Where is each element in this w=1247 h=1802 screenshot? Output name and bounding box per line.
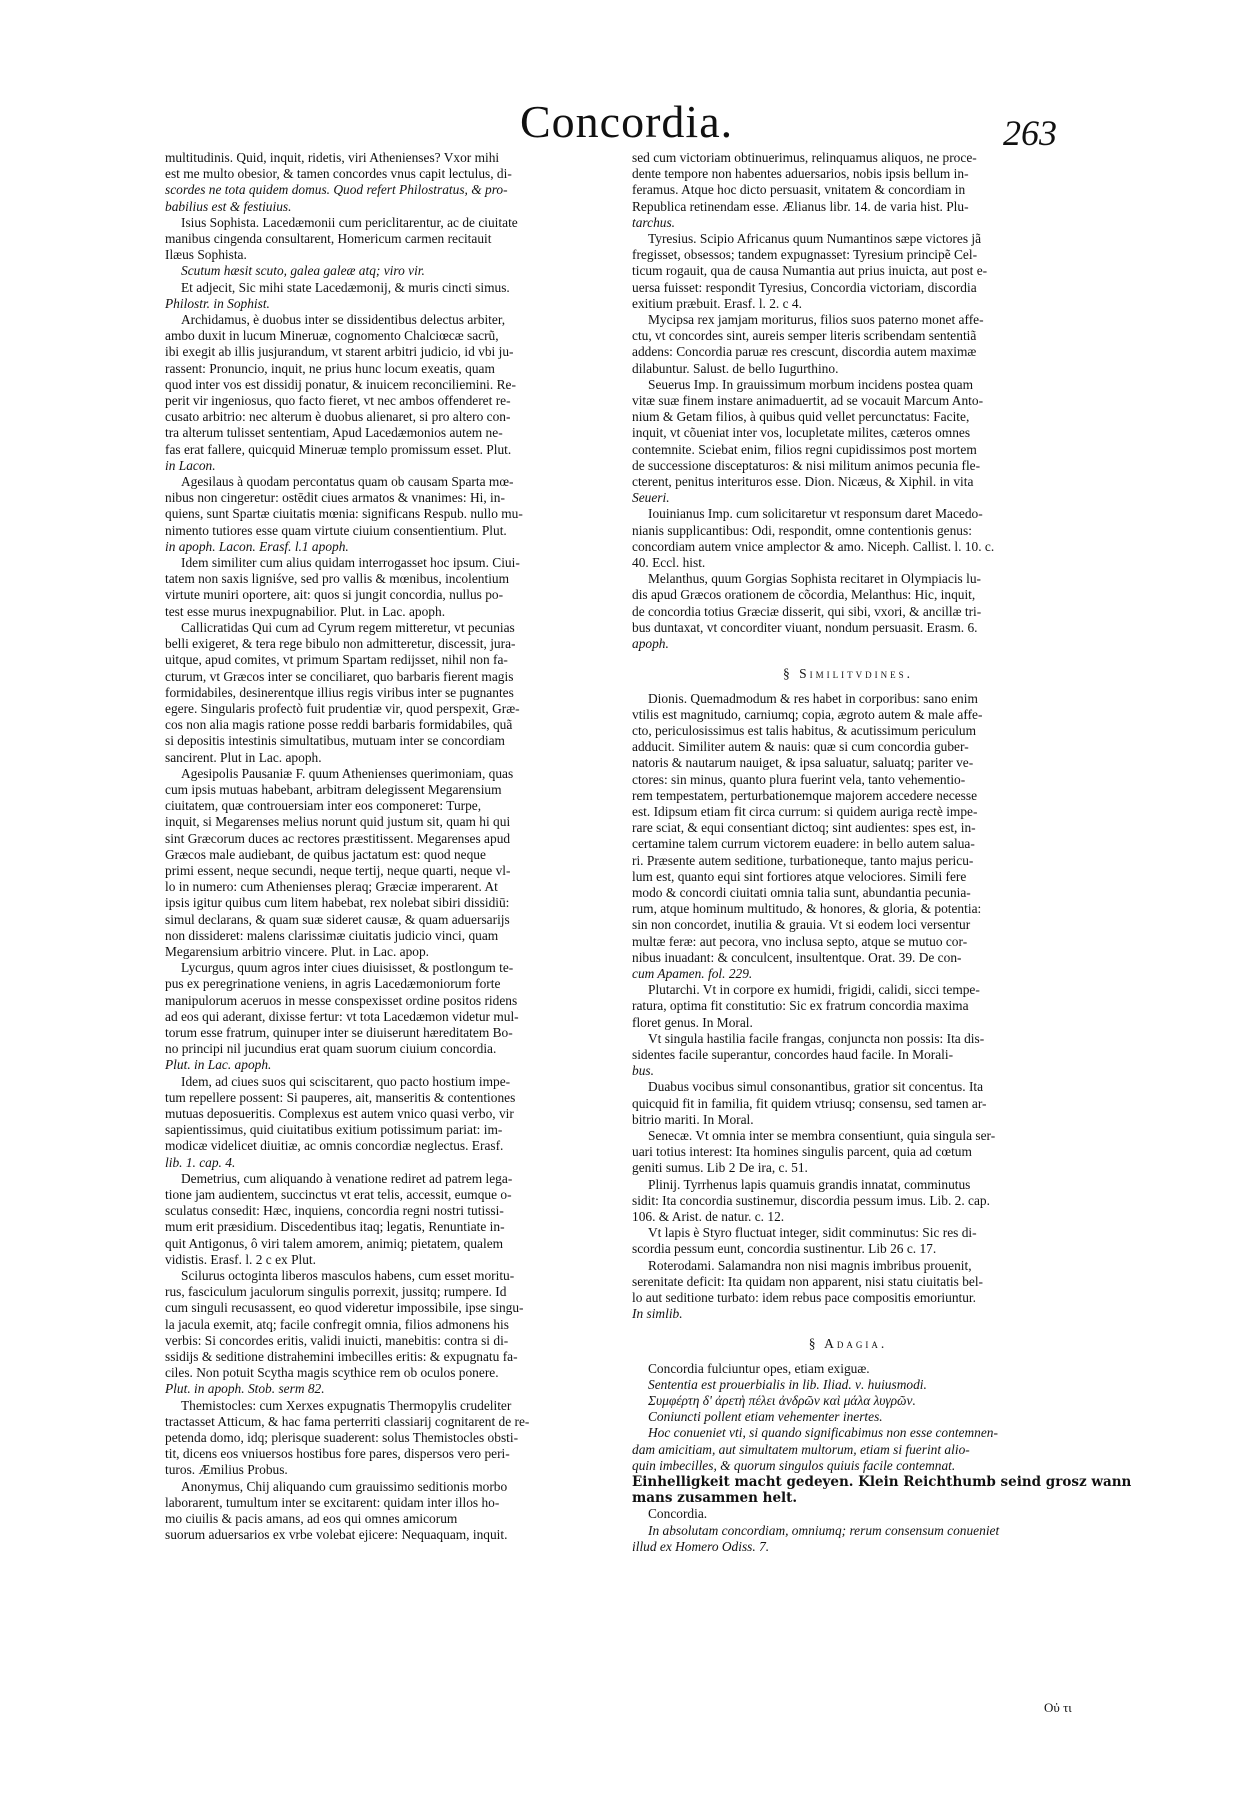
text-line: natoris & nautarum nauiget, & ipsa saluatur, saluatq; pariter ve- [632,755,974,771]
text-line: Plut. in Lac. apoph. [165,1057,272,1073]
text-line: Lycurgus, quum agros inter ciues diuisisset, & postlongum te- [181,960,514,976]
text-line: serenitate deficit: Ita quidam non apparent, nisi statu ciuitatis bel- [632,1273,984,1289]
text-line: tra alterum tulisset sententiam, Apud Lacedæmonios autem ne- [165,425,503,441]
text-line: feramus. Atque hoc dicto persuasit, vnitatem & concordiam in [632,182,966,198]
text-line: Concordia. [648,1506,708,1522]
text-line: virtute muniri oportere, ait: quos si jungit concordia, nullus po- [165,587,504,603]
text-line: Melanthus, quum Gorgias Sophista recitaret in Olympiacis lu- [648,571,981,587]
running-head-title: Concordia. [520,96,734,147]
text-line: lum est, quanto equi sint fortiores atque velociores. Simili fere [632,868,967,884]
text-line: sin non concordet, inutilia & grauia. Vt si eodem loci versentur [632,917,971,933]
text-line: Duabus vocibus simul consonantibus, gratior sit concentus. Ita [648,1079,984,1095]
left-column [165,150,595,1543]
text-line: dente tempore non habentes aduersarios, nobis ipsis bellum in- [632,166,969,182]
text-line: geniti sumus. Lib 2 De ira, c. 51. [632,1160,808,1176]
text-line: Plutarchi. Vt in corpore ex humidi, frigidi, calidi, sicci tempe- [648,982,980,998]
section-heading: § Similitvdines. [783,666,913,682]
text-line: turos. Æmilius Probus. [165,1462,288,1478]
text-line: tractasset Atticum, & hac fama perterriti classiarij cognitarent de re- [165,1413,530,1429]
text-line: babilius est & festiuius. [165,198,292,214]
text-line: no principi nil jucundius erat quam suorum ciuium concordia. [165,1041,497,1057]
text-line: cto, periculosissimus est talis habitus, & acutissimum periculum [632,722,977,738]
text-line: sancirent. Plut in Lac. apoph. [165,749,322,765]
text-line: cum singuli recusassent, eo quod videretur impossibile, ipse singu- [165,1300,524,1316]
text-line: nianis supplicantibus: Odi, respondit, omne contentionis genus: [632,522,972,538]
text-line: Scilurus octoginta liberos masculos habens, cum esset moritu- [181,1268,515,1284]
text-line: Philostr. in Sophist. [165,295,270,311]
text-line: manibus cingenda consultarent, Homericum carmen recitauit [165,231,492,247]
text-line: fas erat fallere, quicquid Mineruæ templo promissum esset. Plut. [165,441,512,457]
text-line: rassent: Pronuncio, inquit, ne prius hunc locum exeatis, quam [165,360,495,376]
text-line: Seuerus Imp. In grauissimum morbum incidens postea quam [648,376,974,392]
text-line: Seueri. [632,490,670,506]
text-line: ad eos qui aderant, dixisse fertur: vt tota Lacedæmon videtur mul- [165,1008,519,1024]
text-line: quit Antigonus, ô viri talem amorem, animiq; pietatem, qualem [165,1235,504,1251]
text-line: illud ex Homero Odiss. 7. [632,1538,770,1554]
text-line: Vt lapis è Styro fluctuat integer, sidit comminutus: Sic res di- [648,1225,977,1241]
text-line: egere. Singularis profectò fuit prudentiæ vir, quod perspexit, Græ- [165,700,520,716]
text-line: formidabiles, desinerentque illius regis viribus inter se pugnantes [165,684,514,700]
right-column [632,150,1132,1555]
text-line: concordiam autem vnice amplector & amo. Niceph. Callist. l. 10. c. [632,538,995,554]
text-line: tarchus. [632,214,676,230]
text-line: nium & Getam filios, à quibus quid vellet percunctatus: Facite, [632,409,970,425]
text-line: sculatus consedit: Hæc, inquiens, concordia regni nostri tutissi- [165,1203,504,1219]
catchword: Οὐ τι [1044,1700,1072,1715]
text-line: verbis: Si concordes eritis, validi inuicti, manebitis: contra si di- [165,1332,509,1348]
text-line: suorum aduersarios ex vrbe volebat ejicere: Nequaquam, inquit. [165,1527,508,1543]
text-line: perit vir ingeniosus, quo facto fieret, vt nec ambos offenderet re- [165,393,511,409]
text-line: est me multo obesior, & tamen concordes vnus capit lectulus, di- [165,166,512,182]
text-line: Senecæ. Vt omnia inter se membra consentiunt, quia singula ser- [648,1127,996,1143]
text-line: mo ciuilis & pacis amans, ad eos qui omnes amicorum [165,1511,458,1527]
text-line: 106. & Arist. de natur. c. 12. [632,1209,785,1224]
text-line: bus duntaxat, vt concorditer viuant, nondum persuasit. Erasm. 6. [632,619,978,635]
text-line: test esse murus inexpugnabilior. Plut. in Lac. apoph. [165,603,446,619]
text-line: lo aut seditione turbato: idem rebus pace compositis emoriuntur. [632,1290,976,1306]
text-line: rem tempestatem, perturbationemque majorem accedere necesse [632,787,978,803]
text-line: sidit: Ita concordia sustinemur, discordia pessum imus. Lib. 2. cap. [632,1192,990,1208]
text-line: nibus non cingeretur: ostēdit ciues armatos & vnanimes: Hi, in- [165,490,505,506]
text-line: modo & concordi ciuitati omnia talia sunt, abundantia pecunia- [632,884,971,900]
text-line: Mycipsa rex jamjam moriturus, filios suos paterno monet affe- [648,312,984,328]
text-line: dam amicitiam, aut simultatem multorum, etiam si fuerint alio- [632,1441,970,1457]
text-line: pus ex peregrinatione veniens, in agris Lacedæmoniorum forte [165,976,501,992]
text-line: vitæ suæ finem instare animaduertit, ad se vocauit Marcum Anto- [632,393,984,409]
text-line: Tyresius. Scipio Africanus quum Numantinos sæpe victores jã [648,231,982,247]
text-line: sidentes facile superantur, concordes haud facile. In Morali- [632,1046,954,1062]
text-line: 40. Eccl. hist. [632,555,706,571]
text-line: ratura, optima fit constitutio: Sic ex fratrum concordia maxima [632,998,969,1014]
text-line: mans zusammen helt. [632,1490,798,1507]
text-line: simul declarans, & quam suæ sideret causæ, & quam aduersarijs [165,911,510,927]
text-line: vtilis est magnitudo, carniumq; copia, ægroto autem & male affe- [632,706,983,722]
text-line: Isius Sophista. Lacedæmonii cum periclitarentur, ac de ciuitate [181,214,518,230]
text-line: rum, atque hominum multitudo, & honores, & gloria, & potentia: [632,901,982,917]
text-line: dis apud Græcos orationem de cõcordia, Melanthus: Hic, inquit, [632,587,976,603]
text-line: Roterodami. Salamandra non nisi magnis imbribus prouenit, [648,1257,972,1273]
text-line: ipsis igitur quibus cum litem habebat, rex nolebat sibiri dissidiū: [165,895,510,911]
text-line: ciuitatem, quæ controuersiam inter eos componeret: Turpe, [165,798,482,814]
text-line: Vt singula hastilia facile frangas, conjuncta non possis: Ita dis- [648,1030,985,1046]
text-line: Callicratidas Qui cum ad Cyrum regem mitteretur, vt pecunias [181,619,515,635]
text-line: nimento tutiores esse quam virtute ciuium consentientium. Plut. [165,522,507,538]
text-line: Agesipolis Pausaniæ F. quum Athenienses querimoniam, quas [181,765,514,781]
text-line: petenda domo, idq; plerisque suaderent: solus Themistocles obsti- [165,1430,519,1446]
text-line: Themistocles: cum Xerxes expugnatis Thermopylis crudeliter [181,1397,512,1413]
text-line: multæ feræ: aut pecora, vno inclusa septo, atque se mutuo cor- [632,933,968,949]
text-line: cum Apamen. fol. 229. [632,965,753,981]
text-line: Republica retinendam esse. Ælianus libr. 14. de varia hist. Plu- [632,198,969,214]
text-line: si depositis intestinis simultatibus, mutuam inter se concordiam [165,733,505,749]
text-line: Megarensium arbitrio vincere. Plut. in Lac. apop. [165,943,430,959]
text-line: ibi exegit ab illis jusjurandum, vt starent arbitri judicio, id vbi ju- [165,344,514,360]
text-line: ri. Præsente autem seditione, turbationeque, tanto majus pericu- [632,852,974,868]
text-line: ctu, vt concordes sint, aureis semper literis scribendam sententiã [632,328,977,344]
text-line: quiens, sunt Spartæ ciuitatis mœnia: significans Respub. nullo mu- [165,506,523,522]
text-line: mum erit præsidium. Discedentibus itaq; legatis, Renuntiate in- [165,1219,505,1235]
text-line: In absolutam concordiam, omniumq; rerum consensum conueniet [648,1522,1000,1538]
text-line: cos non alia magis ratione posse reddi barbaris formidabiles, quã [165,717,513,733]
text-line: nibus inuadant: & conculcent, insultentque. Orat. 39. De con- [632,949,962,965]
text-line: belli exigeret, & tera rege bibulo non admitteretur, discessit, jura- [165,636,516,652]
text-line: Iouinianus Imp. cum solicitaretur vt responsum daret Macedo- [648,506,983,522]
text-line: Scutum hæsit scuto, galea galeæ atq; viro vir. [181,263,425,279]
text-line: fregisset, obsessos; tandem expugnasset: Tyresium principẽ Cel- [632,247,978,263]
text-line: bitrio mariti. In Moral. [632,1111,754,1127]
text-line: scordia pessum eunt, concordia sustinentur. Lib 26 c. 17. [632,1241,937,1257]
text-line: Einhelligkeit macht gedeyen. Klein Reichthumb seind grosz wann [632,1474,1132,1491]
text-line: modicæ videlicet diuitiæ, ac omnis concordiæ neglectus. Erasf. [165,1138,504,1154]
section-heading: § Adagia. [808,1336,888,1352]
text-line: Et adjecit, Sic mihi state Lacedæmonij, & muris cincti simus. [181,279,510,295]
text-line: sint Græcorum duces ac rectores præstitissent. Megarenses apud [165,830,511,846]
text-line: Archidamus, è duobus inter se dissidentibus delectus arbiter, [181,312,506,328]
text-line: floret genus. In Moral. [632,1014,753,1030]
text-line: bus. [632,1063,654,1079]
text-line: ssidijs & seditione distrahemini imbecilles eritis: & expugnatu fa- [165,1349,518,1365]
text-line: addens: Concordia paruæ res crescunt, discordia autem maximæ [632,344,977,360]
text-line: vidistis. Erasf. l. 2 c ex Plut. [165,1251,317,1267]
text-line: quicquid fit in familia, fit quidem vtriusq; consensu, sed tamen ar- [632,1095,987,1111]
text-line: uitque, apud comites, vt primum Spartam redijsset, nihil non fa- [165,652,508,668]
text-line: primi essent, neque secundi, neque tertij, neque quarti, neque vl- [165,862,511,878]
text-line: In simlib. [632,1306,683,1322]
text-line: exitium præbuit. Erasf. l. 2. c 4. [632,295,802,311]
text-line: Idem similiter cum alius quidam interrogasset hoc ipsum. Ciui- [181,555,520,571]
text-line: inquit, si Megarenses melius norunt quid justum sit, quam hi qui [165,814,511,830]
text-line: non dissideret: malens clarissimæ ciuitatis judicio vinci, quam [165,927,499,943]
text-line: Plut. in apoph. Stob. serm 82. [165,1381,325,1397]
text-line: scordes ne tota quidem domus. Quod refert Philostratus, & pro- [165,182,508,198]
text-line: Συμφέρτη δ' ἀρετὴ πέλει ἀνδρῶν καὶ μάλα λυγρῶν. [648,1393,916,1409]
text-line: rare sciat, & equi consentiant dictoq; sint audientes: spes est, in- [632,820,976,836]
text-line: in Lacon. [165,457,216,473]
text-line: de successione disceptaturos: & nisi militum animos pecunia fle- [632,457,981,473]
text-line: Ilæus Sophista. [165,247,247,263]
text-line: Concordia fulciuntur opes, etiam exiguæ. [648,1360,870,1376]
text-line: tum repellere possent: Si pauperes, ait, manseritis & contentiones [165,1089,516,1105]
text-line: cum ipsis mutuas habebant, arbitram delegissent Megarensium [165,781,502,797]
text-line: Græcos male audiebant, de quibus jactatum est: quod neque [165,846,486,862]
text-line: quod inter vos est dissidij ponatur, & inuicem reconciliemini. Re- [165,376,516,392]
text-line: dilabuntur. Salust. de bello Iugurthino. [632,360,839,376]
text-line: quin imbecilles, & quorum singulos quiuis facile contemnat. [632,1457,956,1473]
text-line: in apoph. Lacon. Erasf. l.1 apoph. [165,538,349,554]
text-line: ambo duxit in lucum Mineruæ, cognomento Chalciœcæ sacrũ, [165,328,499,344]
text-line: ctores: sin minus, quanto plura fuerint vela, tanto vehementio- [632,771,966,787]
page-number: 263 [1003,113,1057,153]
text-line: multitudinis. Quid, inquit, ridetis, viri Athenienses? Vxor mihi [165,150,500,165]
text-line: de concordia totius Græciæ disserit, qui sibi, vxori, & ancillæ tri- [632,603,982,619]
text-line: sapientissimus, quid ciuitatibus exitium potissimum pariat: im- [165,1122,503,1138]
text-line: cusato arbitrio: nec alterum è duobus alienaret, si pro altero con- [165,409,511,425]
text-line: tatem non saxis ligniśve, sed pro vallis & mœnibus, incolentium [165,571,510,587]
text-line: tit, dicens eos vniuersos hostibus fore pares, dispersos vero peri- [165,1446,510,1462]
text-line: cturum, vt Græcos inter se conciliaret, quo barbaris fierent magis [165,668,514,684]
text-line: ticum rogauit, qua de causa Numantia aut prius inuicta, aut post e- [632,263,988,279]
text-line: Agesilaus à quodam percontatus quam ob causam Sparta mœ- [181,474,514,490]
text-line: lib. 1. cap. 4. [165,1154,236,1170]
text-line: Idem, ad ciues suos qui sciscitarent, quo pacto hostium impe- [181,1073,511,1089]
text-line: certamine talem currum victorem euadere: in bello autem salua- [632,836,975,852]
text-line: Plinij. Tyrrhenus lapis quamuis grandis innatat, comminutus [648,1176,971,1192]
text-line: rus, fasciculum jaculorum singulis porrexit, jussitq; rumpere. Id [165,1284,507,1300]
text-line: adducit. Similiter autem & nauis: quæ si cum concordia guber- [632,739,969,755]
text-line: Demetrius, cum aliquando à venatione rediret ad patrem lega- [181,1170,513,1186]
text-line: uersa fuisset: respondit Tyresius, Concordia victoriam, discordia [632,279,977,295]
text-line: est. Idipsum etiam fit circa currum: si quidem auriga rectè impe- [632,803,978,819]
text-line: laborarent, tumultum inter se excitarent: quidam inter illos ho- [165,1494,500,1510]
text-line: tione jam audientem, succinctus vt erat telis, accessit, eumque o- [165,1187,512,1202]
text-line: cterent, penitus interituros esse. Dion. Nicæus, & Xiphil. in vita [632,474,974,490]
text-line: contemnite. Sciebat enim, filios regni cupidissimos post mortem [632,441,977,457]
text-line: apoph. [632,636,669,652]
text-line: Anonymus, Chij aliquando cum grauissimo seditionis morbo [181,1478,508,1494]
text-line: Sententia est prouerbialis in lib. Iliad. ν. huiusmodi. [648,1376,927,1392]
text-line: lo in numero: cum Athenienses pleraq; Græciæ imperarent. At [165,879,498,895]
text-line: la jacula exemit, atq; facile confregit omnia, filios admonens his [165,1316,509,1332]
text-line: Hoc conueniet vti, si quando significabimus non esse contemnen- [648,1425,998,1441]
text-line: mutuas deposueritis. Complexus est autem vnico quasi verbo, vir [165,1105,514,1121]
text-line: manipulorum aceruos in messe conspexisset ordine positos ridens [165,992,518,1008]
text-line: Coniuncti pollent etiam vehementer inertes. [648,1409,883,1425]
text-line: inquit, vt cõueniat inter vos, locupletate milites, cæteros omnes [632,425,971,441]
text-line: uari totius interest: Ita homines singulis parcent, quia ad cœtum [632,1144,972,1160]
text-line: Dionis. Quemadmodum & res habet in corporibus: sano enim [648,690,978,706]
text-line: torum esse fratrum, quinuper inter se diuiserunt hæreditatem Bo- [165,1024,513,1040]
text-line: ciles. Non potuit Scytha magis scythice rem ob oculos ponere. [165,1365,499,1381]
text-line: sed cum victoriam obtinuerimus, relinquamus aliquos, ne proce- [632,150,977,165]
